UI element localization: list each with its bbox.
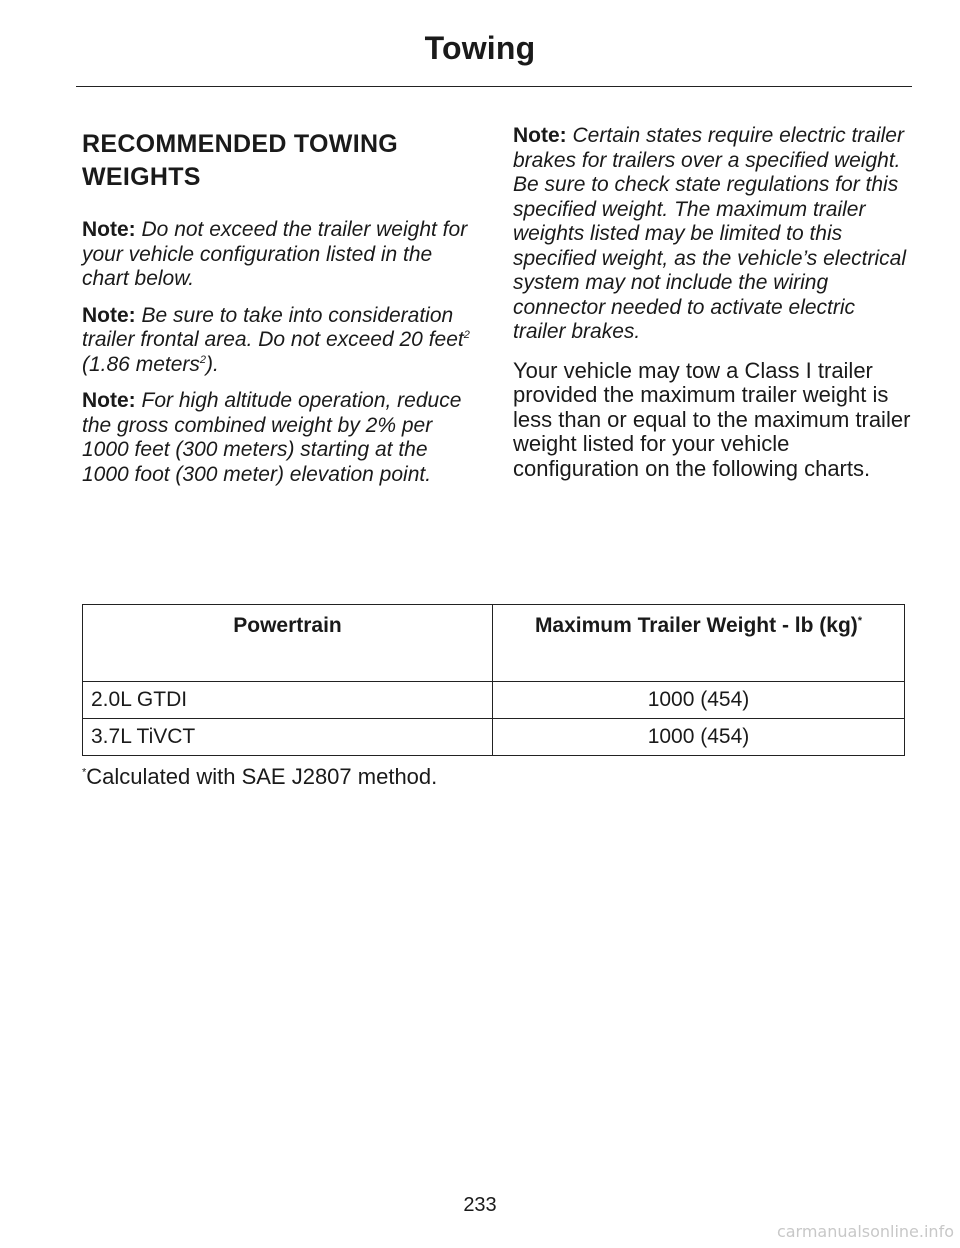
note-label: Note: [82, 389, 136, 412]
note-label: Note: [82, 303, 136, 327]
table-row [83, 719, 905, 756]
footnote-marker: * [857, 615, 863, 627]
note-label: Note: [82, 218, 136, 241]
section-heading [82, 128, 477, 194]
header-max-trailer-weight-label: Maximum Trailer Weight - lb (kg) [534, 614, 858, 637]
note-text: Do not exceed the trailer weight for your vehicle configuration listed in the chart below. [82, 218, 468, 290]
table-header-row [83, 605, 905, 682]
note-text-part-c: ). [206, 352, 219, 376]
note-electric-brakes [513, 124, 913, 345]
weight-cell: 1000 (454) [493, 682, 905, 719]
note-high-altitude [82, 389, 477, 487]
note-text: For high altitude operation, reduce the gross combined weight by 2% per 1000 feet (300 meters) starting at the 1000 foot (300 meter) elevation point. [82, 389, 462, 486]
note-text: Certain states require electric trailer brakes for trailers over a specified weight. Be sure to check state regulations for this specified weight. The maximum trailer weights listed may be limited to this specified weight, as the vehicle’s electrical system may not include the wiring connector needed to activate electric trailer brakes. [513, 124, 906, 343]
header-powertrain: Powertrain [83, 605, 493, 682]
towing-weights-table [82, 604, 905, 756]
table-row [83, 682, 905, 719]
powertrain-cell: 3.7L TiVCT [83, 719, 493, 756]
watermark: carmanualsonline.info [776, 1222, 954, 1241]
note-trailer-weight [82, 218, 477, 292]
powertrain-cell: 2.0L GTDI [83, 682, 493, 719]
section-heading-line2: WEIGHTS [82, 163, 201, 191]
superscript: 2 [463, 329, 470, 341]
note-label: Note: [513, 124, 567, 147]
right-column [513, 124, 913, 481]
weight-cell: 1000 (454) [493, 719, 905, 756]
section-heading-line1: RECOMMENDED TOWING [82, 130, 399, 158]
class-i-trailer-paragraph: Your vehicle may tow a Class I trailer provided the maximum trailer weight is less than or equal to the maximum trailer weight listed for your vehicle configuration on the following charts. [513, 357, 911, 481]
table-footnote [82, 764, 437, 790]
header-max-trailer-weight [493, 605, 905, 682]
left-column [82, 124, 477, 499]
page-title: Towing [424, 30, 536, 66]
note-frontal-area [82, 304, 477, 378]
page-number: 233 [463, 1194, 497, 1216]
note-text [82, 304, 470, 376]
footnote-marker: * [82, 766, 87, 779]
note-text-part-a: Be sure to take into consideration trailer frontal area. Do not exceed 20 feet [82, 303, 464, 351]
note-text-part-b: (1.86 meters [82, 352, 200, 376]
superscript: 2 [199, 353, 207, 366]
footnote-text: Calculated with SAE J2807 method. [86, 764, 438, 789]
header-divider [76, 86, 912, 87]
